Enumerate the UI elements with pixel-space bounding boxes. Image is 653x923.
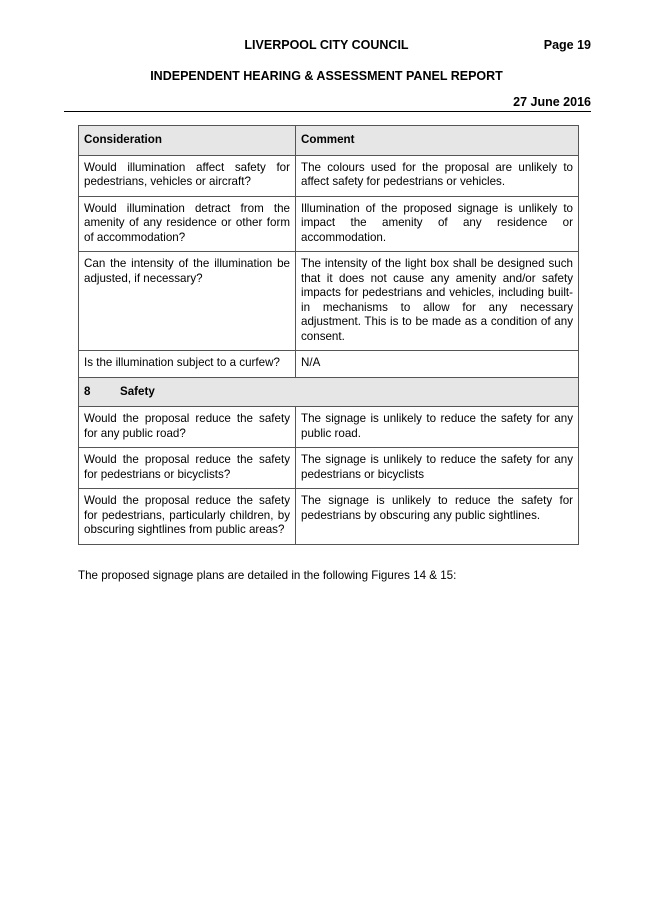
consideration-cell: Would the proposal reduce the safety for pedestrians or bicyclists? [79,448,296,489]
table-row [79,448,579,489]
comment-cell: The colours used for the proposal are unlikely to affect safety for pedestrians or vehicles. [296,155,579,196]
table-row [79,196,579,252]
comment-cell: The signage is unlikely to reduce the safety for pedestrians by obscuring any public sightlines. [296,489,579,545]
section-title: Safety [120,384,155,398]
table-row [79,489,579,545]
column-header-consideration: Consideration [79,126,296,156]
consideration-cell: Is the illumination subject to a curfew? [79,351,296,378]
report-title: INDEPENDENT HEARING & ASSESSMENT PANEL REPORT [150,69,503,83]
report-date: 27 June 2016 [513,95,591,109]
consideration-cell: Would illumination affect safety for pedestrians, vehicles or aircraft? [79,155,296,196]
consideration-cell: Would illumination detract from the amenity of any residence or other form of accommodation? [79,196,296,252]
table-row [79,155,579,196]
consideration-cell: Would the proposal reduce the safety for pedestrians, particularly children, by obscuring sightlines from public areas? [79,489,296,545]
consideration-cell: Can the intensity of the illumination be adjusted, if necessary? [79,252,296,351]
section-heading [79,377,579,407]
figures-intro-text: The proposed signage plans are detailed in the following Figures 14 & 15: [78,569,457,582]
comment-cell: N/A [296,351,579,378]
comment-cell: The intensity of the light box shall be designed such that it does not cause any amenity and/or safety impacts for pedestrians and vehicles, including built-in mechanisms to allow for any necessary adjustment. This is to be made as a condition of any consent. [296,252,579,351]
table-header-row [79,126,579,156]
section-number: 8 [84,384,91,398]
table-row [79,407,579,448]
council-name: LIVERPOOL CITY COUNCIL [244,38,409,52]
consideration-cell: Would the proposal reduce the safety for any public road? [79,407,296,448]
comment-cell: The signage is unlikely to reduce the safety for any pedestrians or bicyclists [296,448,579,489]
header-divider [64,111,591,112]
comment-cell: The signage is unlikely to reduce the safety for any public road. [296,407,579,448]
column-header-comment: Comment [296,126,579,156]
table-row [79,351,579,378]
table-row [79,252,579,351]
section-heading-row [79,377,579,407]
consideration-table [78,125,579,545]
comment-cell: Illumination of the proposed signage is unlikely to impact the amenity of any residence or accommodation. [296,196,579,252]
page-number: Page 19 [543,38,591,52]
